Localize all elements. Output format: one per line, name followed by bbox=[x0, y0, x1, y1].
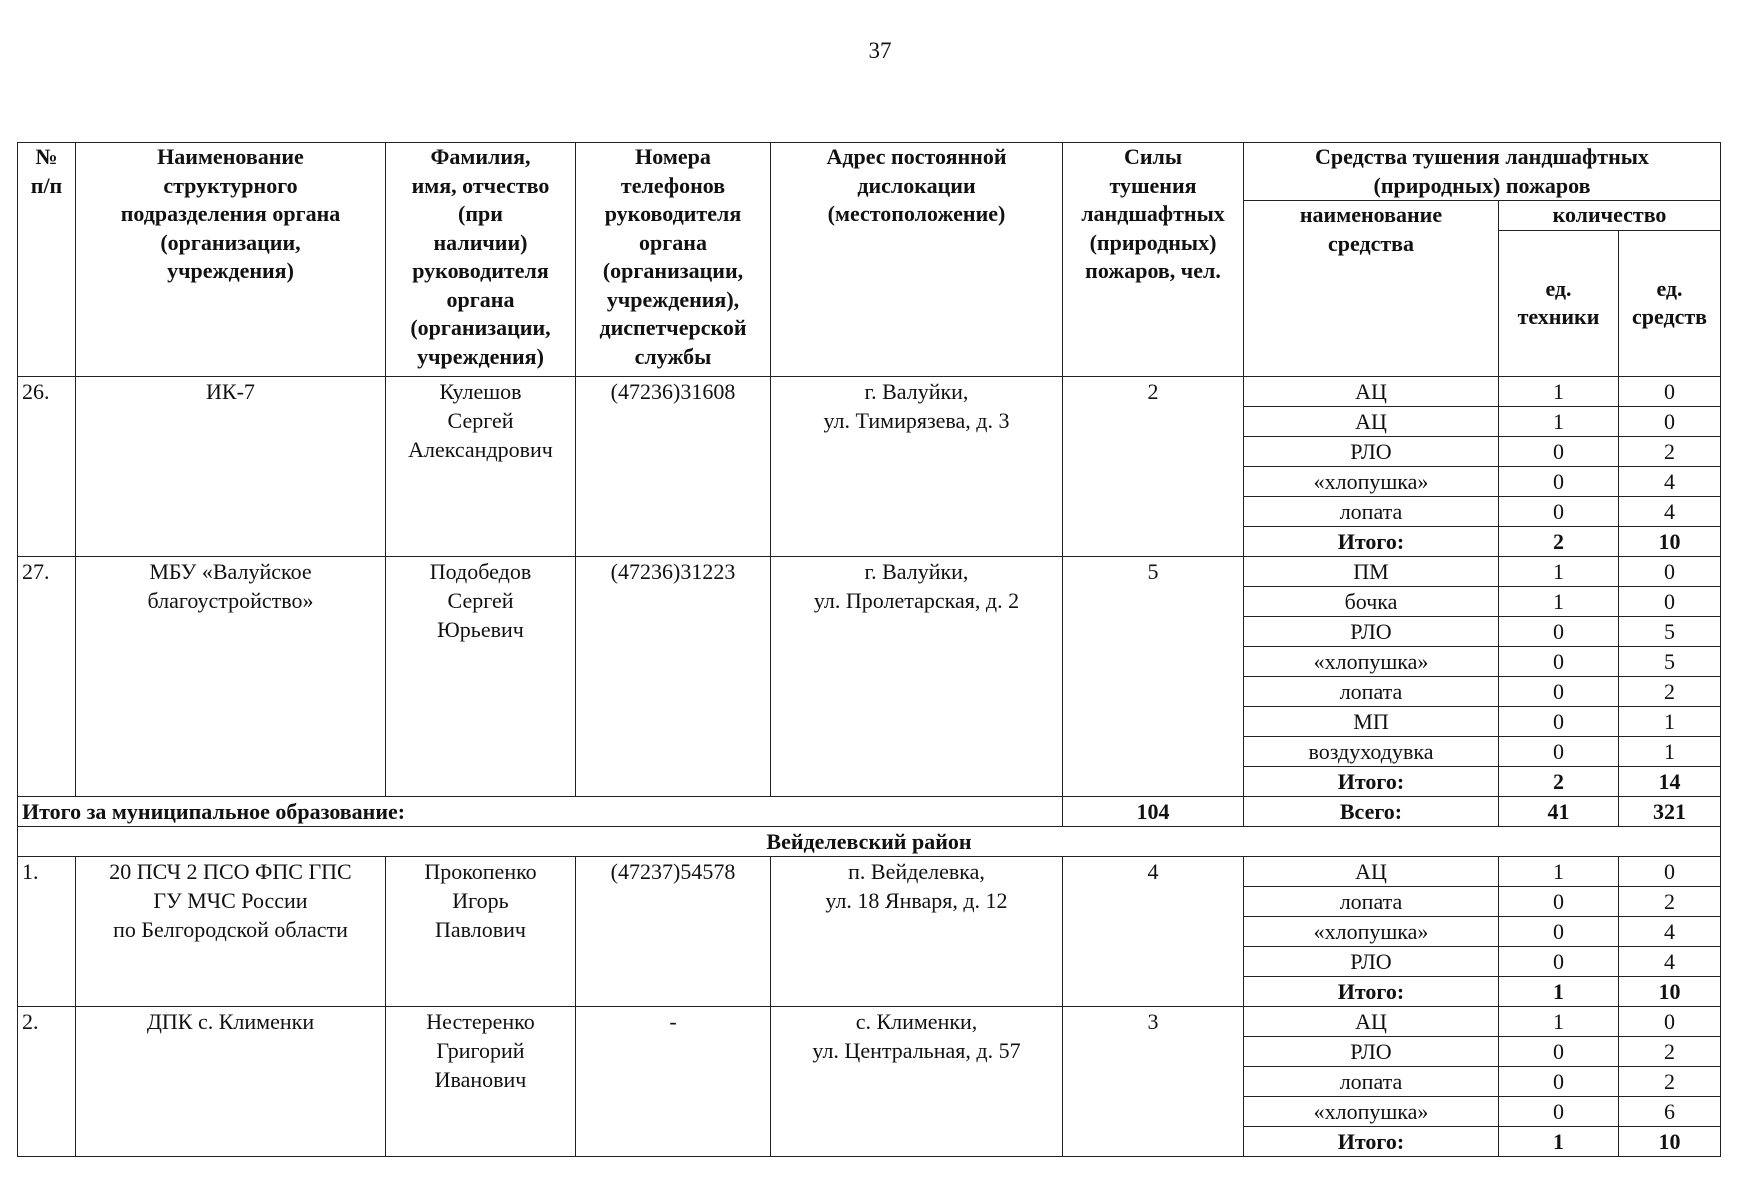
units-tech: 0 bbox=[1499, 1096, 1619, 1126]
units-tech: 1 bbox=[1499, 406, 1619, 436]
district-title: Вейделевский район bbox=[18, 826, 1721, 856]
units-tech: 0 bbox=[1499, 886, 1619, 916]
head-name-line: Кулешов bbox=[439, 378, 522, 404]
head-name-line: Юрьевич bbox=[437, 616, 524, 642]
means-name: РЛО bbox=[1244, 1036, 1499, 1066]
unit-name-line: ИК-7 bbox=[206, 378, 255, 404]
unit-name-line: ДПК с. Клименки bbox=[146, 1008, 315, 1034]
means-name: «хлопушка» bbox=[1244, 466, 1499, 496]
table-body-totals bbox=[18, 796, 1721, 856]
unit-name bbox=[76, 376, 386, 556]
row-number: 26. bbox=[18, 376, 76, 556]
table-body-veydelevka bbox=[18, 856, 1721, 1156]
units-tech: 0 bbox=[1499, 676, 1619, 706]
units-means: 4 bbox=[1619, 496, 1721, 526]
page-number: 37 bbox=[868, 38, 892, 63]
phone: (47237)54578 bbox=[576, 856, 771, 1006]
district-row bbox=[18, 826, 1721, 856]
head-name-line: Павлович bbox=[435, 916, 526, 942]
units-tech: 0 bbox=[1499, 496, 1619, 526]
units-means: 4 bbox=[1619, 916, 1721, 946]
header-units-tech: ед. техники bbox=[1499, 230, 1619, 376]
header-units-means: ед. средств bbox=[1619, 230, 1721, 376]
units-means: 0 bbox=[1619, 406, 1721, 436]
units-means: 4 bbox=[1619, 946, 1721, 976]
units-tech: 0 bbox=[1499, 916, 1619, 946]
units-means: 2 bbox=[1619, 436, 1721, 466]
means-name: РЛО bbox=[1244, 436, 1499, 466]
head-name-line: Подобедов bbox=[429, 558, 532, 584]
header-address: Адрес постоянной дислокации (местоположение) bbox=[771, 143, 1063, 377]
unit-name-line: ГУ МЧС России bbox=[153, 887, 308, 913]
means-name: РЛО bbox=[1244, 946, 1499, 976]
units-means: 5 bbox=[1619, 616, 1721, 646]
subtotal-means: 10 bbox=[1619, 976, 1721, 1006]
means-name: «хлопушка» bbox=[1244, 916, 1499, 946]
municipal-total-forces: 104 bbox=[1063, 796, 1244, 826]
units-tech: 0 bbox=[1499, 466, 1619, 496]
head-name-line: Нестеренко bbox=[426, 1008, 535, 1034]
head-name-line: Григорий bbox=[436, 1037, 525, 1063]
subtotal-label: Итого: bbox=[1244, 526, 1499, 556]
address-line: п. Вейделевка, bbox=[848, 858, 985, 884]
subtotal-means: 10 bbox=[1619, 526, 1721, 556]
means-name: РЛО bbox=[1244, 616, 1499, 646]
header-name: Наименование структурного подразделения органа (организации, учреждения) bbox=[76, 143, 386, 377]
forces-count: 5 bbox=[1063, 556, 1244, 796]
head-name bbox=[386, 856, 576, 1006]
phone: (47236)31608 bbox=[576, 376, 771, 556]
means-name: бочка bbox=[1244, 586, 1499, 616]
unit-name-line: 20 ПСЧ 2 ПСО ФПС ГПС bbox=[109, 858, 352, 884]
row-number: 2. bbox=[18, 1006, 76, 1156]
means-name: «хлопушка» bbox=[1244, 646, 1499, 676]
table-row bbox=[18, 376, 1721, 406]
units-tech: 1 bbox=[1499, 586, 1619, 616]
forces-count: 4 bbox=[1063, 856, 1244, 1006]
phone: (47236)31223 bbox=[576, 556, 771, 796]
units-means: 2 bbox=[1619, 1036, 1721, 1066]
units-means: 0 bbox=[1619, 1006, 1721, 1036]
units-tech: 0 bbox=[1499, 946, 1619, 976]
head-name bbox=[386, 556, 576, 796]
address bbox=[771, 556, 1063, 796]
units-means: 0 bbox=[1619, 376, 1721, 406]
units-tech: 0 bbox=[1499, 706, 1619, 736]
municipal-total-label: Итого за муниципальное образование: bbox=[18, 796, 1063, 826]
subtotal-label: Итого: bbox=[1244, 766, 1499, 796]
subtotal-tech: 1 bbox=[1499, 1126, 1619, 1156]
units-tech: 0 bbox=[1499, 1036, 1619, 1066]
address-line: г. Валуйки, bbox=[864, 378, 969, 404]
address-line: г. Валуйки, bbox=[864, 558, 969, 584]
header-means-name: наименование средства bbox=[1244, 201, 1499, 377]
forces-count: 2 bbox=[1063, 376, 1244, 556]
units-tech: 0 bbox=[1499, 436, 1619, 466]
header-phones: Номера телефонов руководителя органа (организации, учреждения), диспетчерской службы bbox=[576, 143, 771, 377]
means-name: АЦ bbox=[1244, 406, 1499, 436]
municipal-total-means: 321 bbox=[1619, 796, 1721, 826]
head-name-line: Сергей bbox=[447, 407, 514, 433]
forces-count: 3 bbox=[1063, 1006, 1244, 1156]
means-name: МП bbox=[1244, 706, 1499, 736]
units-means: 2 bbox=[1619, 676, 1721, 706]
units-means: 4 bbox=[1619, 466, 1721, 496]
units-tech: 0 bbox=[1499, 736, 1619, 766]
means-name: АЦ bbox=[1244, 376, 1499, 406]
fire-means-table bbox=[17, 142, 1721, 1157]
address-line: ул. Тимирязева, д. 3 bbox=[823, 407, 1010, 433]
units-tech: 0 bbox=[1499, 1066, 1619, 1096]
means-name: лопата bbox=[1244, 496, 1499, 526]
units-tech: 1 bbox=[1499, 1006, 1619, 1036]
head-name-line: Игорь bbox=[452, 887, 509, 913]
header-head: Фамилия, имя, отчество (при наличии) руководителя органа (организации, учреждения) bbox=[386, 143, 576, 377]
municipal-total-tech: 41 bbox=[1499, 796, 1619, 826]
subtotal-tech: 2 bbox=[1499, 526, 1619, 556]
units-tech: 1 bbox=[1499, 856, 1619, 886]
table-header bbox=[18, 143, 1721, 377]
units-means: 2 bbox=[1619, 1066, 1721, 1096]
address bbox=[771, 376, 1063, 556]
row-number: 1. bbox=[18, 856, 76, 1006]
subtotal-label: Итого: bbox=[1244, 976, 1499, 1006]
head-name-line: Сергей bbox=[447, 587, 514, 613]
subtotal-means: 10 bbox=[1619, 1126, 1721, 1156]
unit-name bbox=[76, 1006, 386, 1156]
means-name: АЦ bbox=[1244, 856, 1499, 886]
unit-name-line: МБУ «Валуйское bbox=[149, 558, 312, 584]
unit-name bbox=[76, 856, 386, 1006]
units-tech: 1 bbox=[1499, 556, 1619, 586]
address bbox=[771, 856, 1063, 1006]
units-means: 1 bbox=[1619, 706, 1721, 736]
municipal-total-row bbox=[18, 796, 1721, 826]
head-name bbox=[386, 1006, 576, 1156]
units-tech: 1 bbox=[1499, 376, 1619, 406]
units-means: 1 bbox=[1619, 736, 1721, 766]
unit-name bbox=[76, 556, 386, 796]
row-number: 27. bbox=[18, 556, 76, 796]
units-means: 0 bbox=[1619, 556, 1721, 586]
means-name: лопата bbox=[1244, 886, 1499, 916]
subtotal-tech: 2 bbox=[1499, 766, 1619, 796]
units-means: 2 bbox=[1619, 886, 1721, 916]
means-name: воздуходувка bbox=[1244, 736, 1499, 766]
subtotal-means: 14 bbox=[1619, 766, 1721, 796]
address-line: ул. 18 Января, д. 12 bbox=[825, 887, 1008, 913]
table-body-valuyki bbox=[18, 376, 1721, 796]
address-line: с. Клименки, bbox=[855, 1008, 978, 1034]
means-name: АЦ bbox=[1244, 1006, 1499, 1036]
head-name bbox=[386, 376, 576, 556]
subtotal-tech: 1 bbox=[1499, 976, 1619, 1006]
units-means: 5 bbox=[1619, 646, 1721, 676]
subtotal-label: Итого: bbox=[1244, 1126, 1499, 1156]
means-name: «хлопушка» bbox=[1244, 1096, 1499, 1126]
address-line: ул. Центральная, д. 57 bbox=[812, 1037, 1021, 1063]
means-name: лопата bbox=[1244, 1066, 1499, 1096]
address bbox=[771, 1006, 1063, 1156]
head-name-line: Иванович bbox=[434, 1066, 527, 1092]
units-means: 6 bbox=[1619, 1096, 1721, 1126]
units-means: 0 bbox=[1619, 586, 1721, 616]
units-means: 0 bbox=[1619, 856, 1721, 886]
unit-name-line: благоустройство» bbox=[147, 587, 314, 613]
table-row bbox=[18, 556, 1721, 586]
address-line: ул. Пролетарская, д. 2 bbox=[813, 587, 1020, 613]
table-row bbox=[18, 1006, 1721, 1036]
unit-name-line: по Белгородской области bbox=[113, 916, 348, 942]
header-forces: Силы тушения ландшафтных (природных) пожаров, чел. bbox=[1063, 143, 1244, 377]
phone: - bbox=[576, 1006, 771, 1156]
municipal-total-all-label: Всего: bbox=[1244, 796, 1499, 826]
table-row bbox=[18, 856, 1721, 886]
units-tech: 0 bbox=[1499, 616, 1619, 646]
header-num: № п/п bbox=[18, 143, 76, 377]
header-means: Средства тушения ландшафтных (природных) пожаров bbox=[1244, 143, 1721, 201]
means-name: ПМ bbox=[1244, 556, 1499, 586]
means-name: лопата bbox=[1244, 676, 1499, 706]
head-name-line: Прокопенко bbox=[424, 858, 537, 884]
head-name-line: Александрович bbox=[408, 436, 553, 462]
header-quantity: количество bbox=[1499, 201, 1721, 231]
units-tech: 0 bbox=[1499, 646, 1619, 676]
